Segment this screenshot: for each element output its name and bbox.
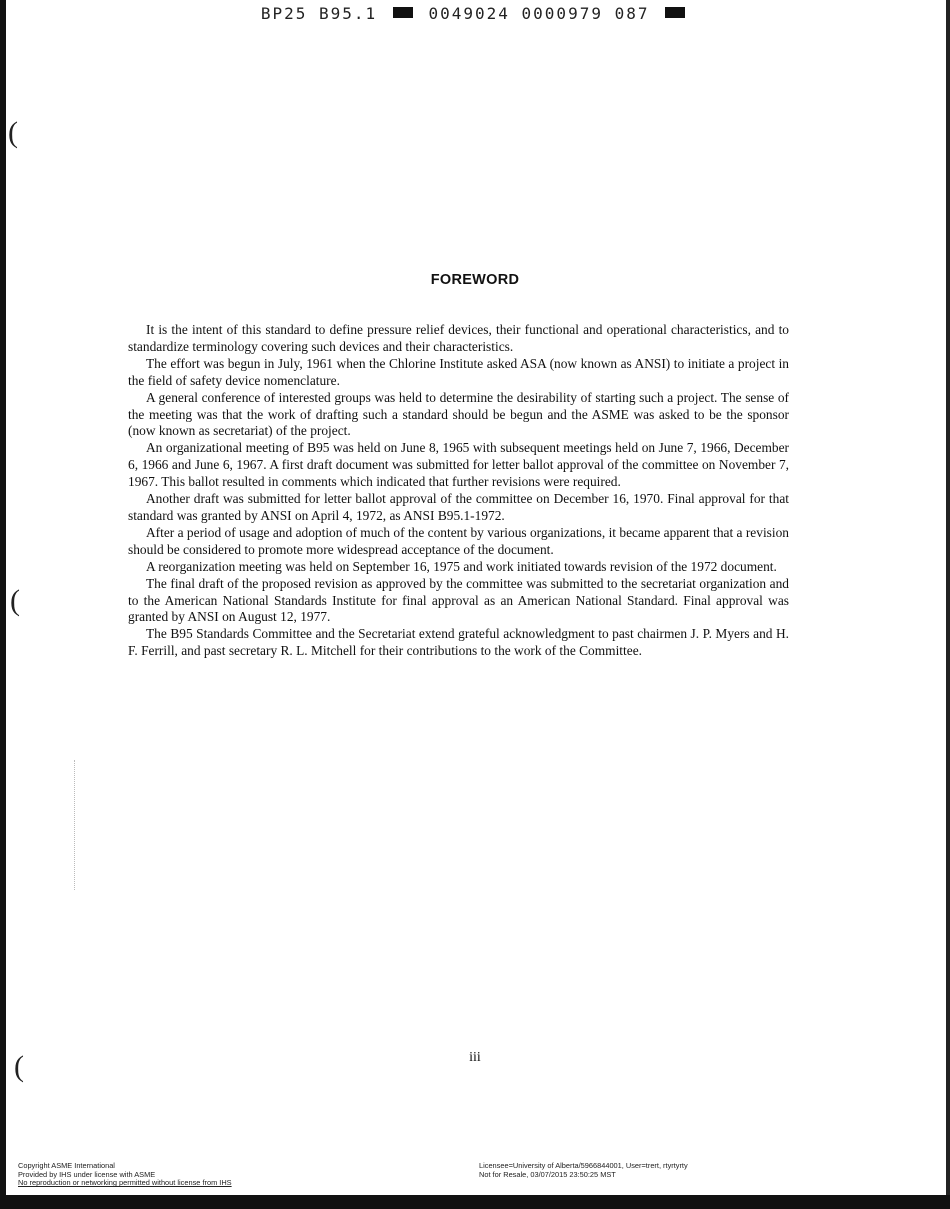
footer-line: Not for Resale, 03/07/2015 23:50:25 MST	[479, 1169, 616, 1179]
scan-edge-left	[0, 0, 6, 1209]
redaction-block-icon	[393, 7, 413, 18]
document-control-code	[0, 4, 950, 23]
paragraph: A general conference of interested groups was held to determine the desirability of starting such a project. The sense of the meeting was that the work of drafting such a standard should be begun and the ASME was asked to be the sponsor (now known as secretariat) of the project.	[128, 389, 789, 439]
page-number: iii	[469, 1050, 481, 1065]
paragraph: The B95 Standards Committee and the Secretariat extend grateful acknowledgment to past chairmen J. P. Myers and H. F. Ferrill, and past secretary R. L. Mitchell for their contributions to the work of the Committee.	[128, 626, 789, 659]
page-title: FOREWORD	[430, 272, 520, 288]
footer-line: Licensee=University of Alberta/5966844001, User=trert, rtyrtyrty	[479, 1161, 688, 1170]
binding-mark-icon: (	[10, 584, 20, 617]
redaction-block-icon	[665, 7, 685, 18]
control-code-part-2: 0049024 0000979 087	[428, 4, 650, 23]
footer-line: Provided by IHS under license with ASME	[18, 1169, 156, 1179]
paragraph: An organizational meeting of B95 was held on June 8, 1965 with subsequent meetings held on June 7, 1966, December 6, 1966 and June 6, 1967. A first draft document was submitted for letter ballot approval of the committee on November 7, 1967. This ballot resulted in comments which indicated that further revisions were required.	[128, 440, 789, 490]
footer-line: No reproduction or networking permitted without license from IHS	[18, 1178, 232, 1188]
paragraph: The final draft of the proposed revision as approved by the committee was submitted to the secretariat organization and to the American National Standards Institute for final approval as an American National Standard. Final approval was granted by ANSI on August 12, 1977.	[128, 575, 789, 625]
scan-edge-right	[946, 0, 950, 1209]
binding-mark-icon: (	[8, 116, 18, 149]
footer-line: Copyright ASME International	[18, 1161, 115, 1170]
control-code-part-1: BP25 B95.1	[260, 4, 378, 23]
paragraph: The effort was begun in July, 1961 when the Chlorine Institute asked ASA (now known as ANSI) to initiate a project in the field of safety device nomenclature.	[128, 355, 789, 388]
scan-edge-bottom	[0, 1195, 950, 1209]
scan-artifact	[74, 760, 76, 890]
paragraph: Another draft was submitted for letter ballot approval of the committee on December 16, 1970. Final approval for that standard was granted by ANSI on April 4, 1972, as ANSI B95.1-1972.	[128, 491, 789, 523]
footer-license	[479, 1162, 688, 1179]
paragraph: After a period of usage and adoption of much of the content by various organizations, it became apparent that a revision should be considered to promote more widespread acceptance of the document.	[128, 524, 789, 557]
binding-mark-icon: (	[14, 1050, 24, 1083]
footer-copyright	[18, 1162, 232, 1188]
foreword-body	[128, 322, 789, 660]
paragraph: It is the intent of this standard to define pressure relief devices, their functional and operational characteristics, and to standardize terminology covering such devices and their characteristics.	[128, 322, 789, 354]
paragraph: A reorganization meeting was held on September 16, 1975 and work initiated towards revision of the 1972 document.	[146, 558, 777, 574]
